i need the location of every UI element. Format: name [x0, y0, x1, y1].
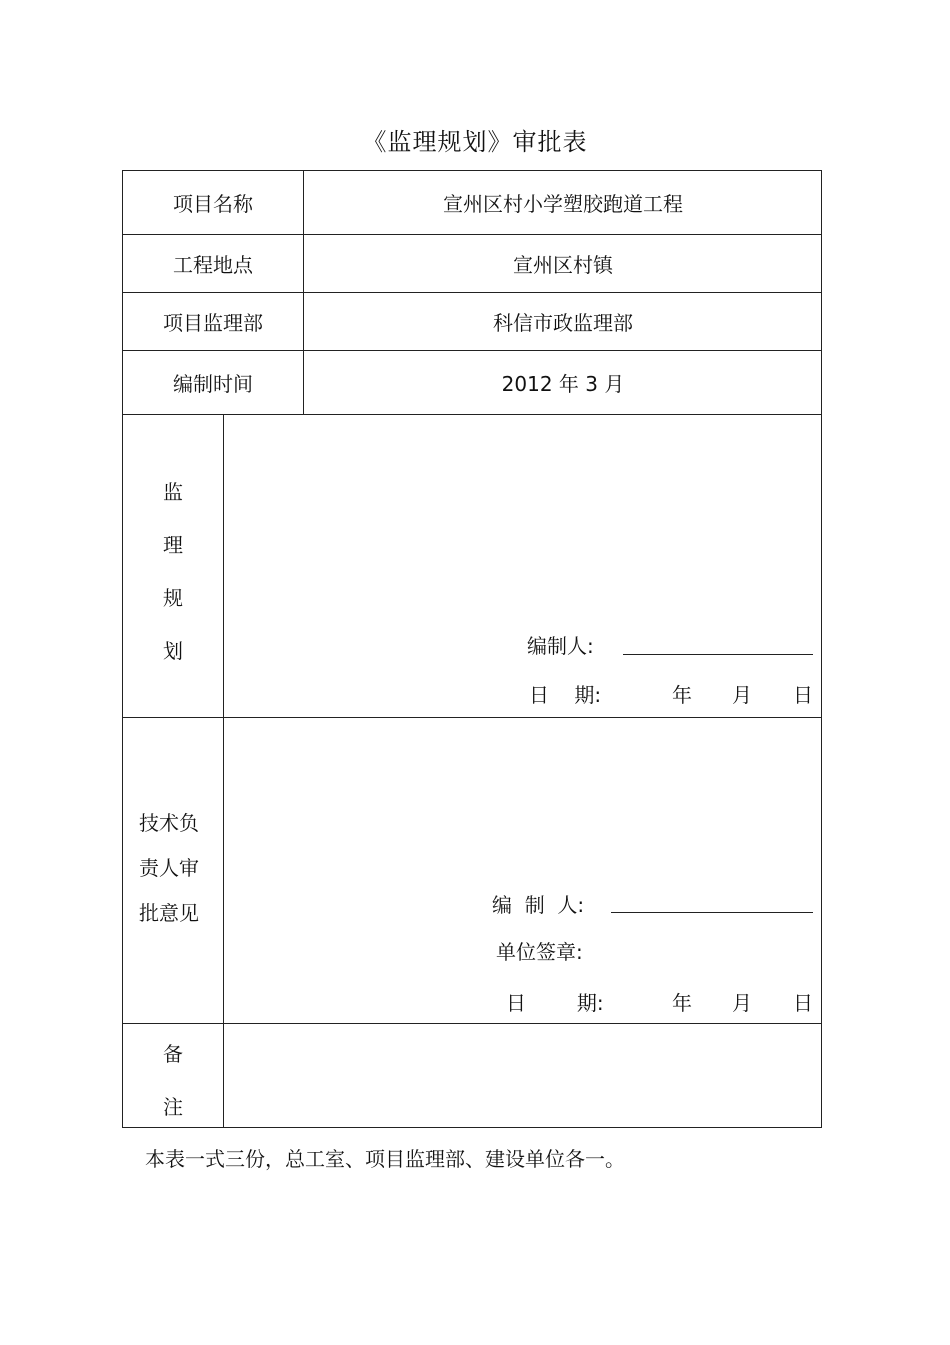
label-line: 技术负 [139, 811, 199, 835]
project-location-value: 宣州区村镇 [513, 252, 613, 277]
label-line: 批意见 [139, 901, 199, 925]
review-preparer-signature-line[interactable] [611, 912, 813, 913]
label-char: 理 [163, 533, 183, 557]
column-divider [223, 414, 224, 1128]
compile-time-value: 2012 年 3 月 [501, 371, 625, 396]
plan-date-day: 日 [793, 683, 813, 707]
review-date-year: 年 [672, 991, 692, 1015]
plan-date-year: 年 [672, 683, 692, 707]
review-preparer-label: 编 制 人: [492, 893, 585, 917]
label-char: 规 [163, 586, 183, 610]
remarks-label [123, 1038, 223, 1120]
supervision-dept-label: 项目监理部 [163, 310, 263, 335]
project-location-label: 工程地点 [173, 252, 253, 277]
label-line: 责人审 [139, 856, 199, 880]
review-seal-label: 单位签章: [496, 940, 583, 964]
plan-date-month: 月 [732, 683, 752, 707]
review-date-day: 日 [793, 991, 813, 1015]
label-char: 注 [163, 1095, 183, 1119]
plan-date-label: 日 期: [529, 683, 602, 707]
footer-note: 本表一式三份，总工室、项目监理部、建设单位各一。 [145, 1147, 625, 1171]
plan-preparer-label: 编制人: [527, 634, 594, 658]
review-date-label: 日 期: [506, 991, 604, 1015]
label-char: 划 [163, 639, 183, 663]
project-name-label: 项目名称 [173, 192, 253, 216]
remarks-field[interactable] [224, 1024, 822, 1128]
review-date-month: 月 [732, 991, 752, 1015]
row-divider [123, 414, 821, 415]
form-title: 《监理规划》审批表 [362, 128, 588, 156]
plan-section-label [123, 476, 223, 664]
review-section-label [123, 807, 215, 926]
label-char: 监 [163, 480, 183, 504]
compile-time-label: 编制时间 [173, 371, 253, 396]
plan-preparer-signature-line[interactable] [623, 654, 813, 655]
supervision-dept-value: 科信市政监理部 [493, 310, 633, 335]
label-char: 备 [163, 1042, 183, 1066]
approval-form-table [122, 170, 822, 1128]
row-divider [123, 717, 821, 718]
project-name-value: 宣州区村小学塑胶跑道工程 [443, 192, 683, 216]
